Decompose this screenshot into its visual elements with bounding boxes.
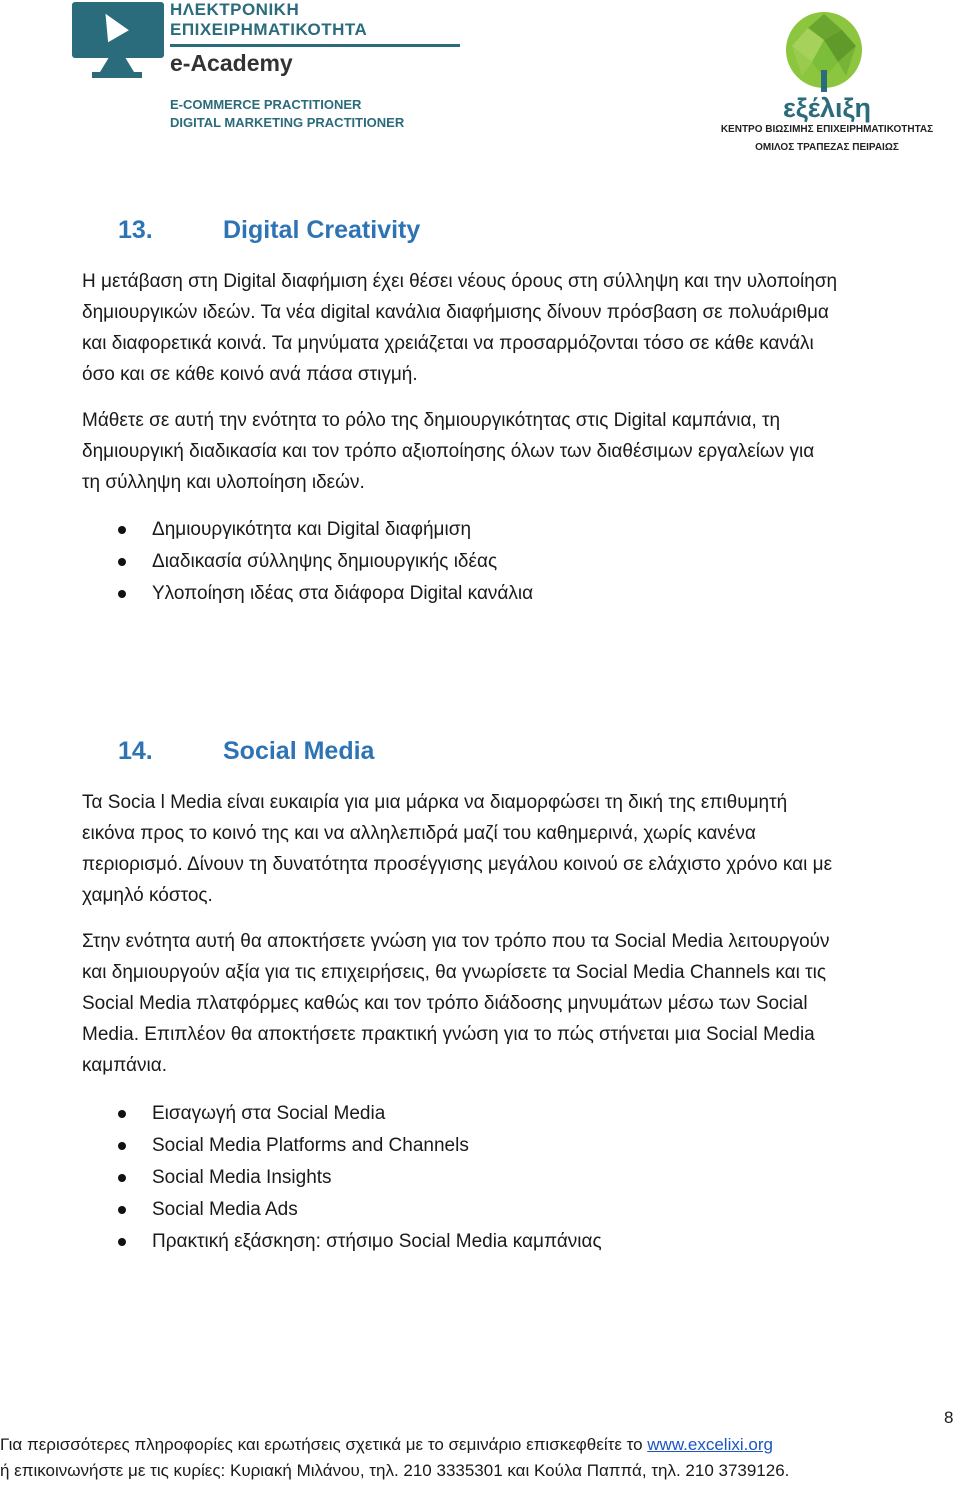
list-item: Διαδικασία σύλληψης δημιουργικής ιδέας (82, 546, 533, 578)
page-number: 8 (944, 1408, 954, 1427)
section-heading (118, 216, 420, 245)
monitor-icon (72, 2, 164, 58)
bullet-list (82, 514, 533, 610)
section-title: Digital Creativity (223, 216, 421, 244)
list-item: Social Media Insights (82, 1162, 602, 1194)
list-item: Εισαγωγή στα Social Media (82, 1098, 602, 1130)
brand-subtitle: ΚΕΝΤΡΟ ΒΙΩΣΙΜΗΣ ΕΠΙΧΕΙΡΗΜΑΤΙΚΟΤΗΤΑΣ (720, 124, 934, 135)
paragraph: Η μετάβαση στη Digital διαφήμιση έχει θέσει νέους όρους στη σύλληψη και την υλοποίηση δημιουργικών ιδεών. Τα νέα digital κανάλια διαφήμισης δίνουν πρόσβαση σε πολυάριθμα και διαφορετικά κοινά. Τα μηνύματα χρειάζεται να προσαρμόζονται τόσο σε κάθε κανάλι όσο και σε κάθε κοινό ανά πάσα στιγμή. (82, 271, 838, 385)
monitor-base (92, 72, 142, 78)
e-academy-logo (70, 0, 450, 140)
list-item: Δημιουργικότητα και Digital διαφήμιση (82, 514, 533, 546)
logo-subtitle: E-COMMERCE PRACTITIONER DIGITAL MARKETING PRACTITIONER (170, 97, 405, 130)
paragraph: Τα Socia l Media είναι ευκαιρία για μια μάρκα να διαμορφώσει τη δική της επιθυμητή εικόνα προς το κοινό της και να αλληλεπιδρά μαζί του καθημερινά, χωρίς κανένα περιορισμό. Δίνουν τη δυνατότητα προσέγγισης μεγάλου κοινού σε ελάχιστο χρόνο και με χαμηλό κόστος. (82, 792, 833, 906)
footer-link[interactable]: www.excelixi.org (647, 1435, 773, 1454)
section-heading (118, 737, 374, 766)
list-item: Social Media Platforms and Channels (82, 1130, 602, 1162)
logo-divider (170, 44, 460, 47)
logo-academy: e-Academy (170, 50, 293, 76)
footer-text: Για περισσότερες πληροφορίες και ερωτήσεις σχετικά με το σεμινάριο επισκεφθείτε το (0, 1435, 648, 1454)
list-item: Υλοποίηση ιδέας στα διάφορα Digital κανάλια (82, 578, 533, 610)
paragraph: Στην ενότητα αυτή θα αποκτήσετε γνώση για τον τρόπο που τα Social Media λειτουργούν και δημιουργούν αξία για τις επιχειρήσεις, θα γνωρίσετε τα Social Media Channels και τις Social Media πλατφόρμες καθώς και τον τρόπο διάδοσης μηνυμάτων μέσω των Social Media. Επιπλέον θα αποκτήσετε πρακτική γνώση για το πώς στήνεται μια Social Media καμπάνια. (82, 931, 830, 1076)
list-item: Πρακτική εξάσκηση: στήσιμο Social Media καμπάνιας (82, 1226, 602, 1258)
exelixi-logo (712, 10, 942, 155)
bullet-list (82, 1098, 602, 1258)
section-number: 13. (118, 216, 153, 244)
section-title: Social Media (223, 737, 375, 765)
brand-name: εξέλιξη (782, 93, 872, 123)
footer-line-1 (0, 1435, 960, 1455)
tree-icon (782, 10, 866, 94)
logo-title: ΗΛΕΚΤΡΟΝΙΚΗ ΕΠΙΧΕΙΡΗΜΑΤΙΚΟΤΗΤΑ (170, 0, 368, 39)
brand-group: ΟΜΙΛΟΣ ΤΡΑΠΕΖΑΣ ΠΕΙΡΑΙΩΣ (755, 142, 899, 153)
section-number: 14. (118, 737, 153, 765)
list-item: Social Media Ads (82, 1194, 602, 1226)
footer-line-2: ή επικοινωνήστε με τις κυρίες: Κυριακή Μιλάνου, τηλ. 210 3335301 και Κούλα Παππά, τηλ. 210 3739126. (0, 1461, 790, 1480)
monitor-stand (100, 58, 134, 72)
paragraph: Μάθετε σε αυτή την ενότητα το ρόλο της δημιουργικότητας στις Digital καμπάνια, τη δημιουργική διαδικασία και τον τρόπο αξιοποίησης όλων των διαθέσιμων εργαλείων για τη σύλληψη και υλοποίηση ιδεών. (82, 410, 815, 493)
